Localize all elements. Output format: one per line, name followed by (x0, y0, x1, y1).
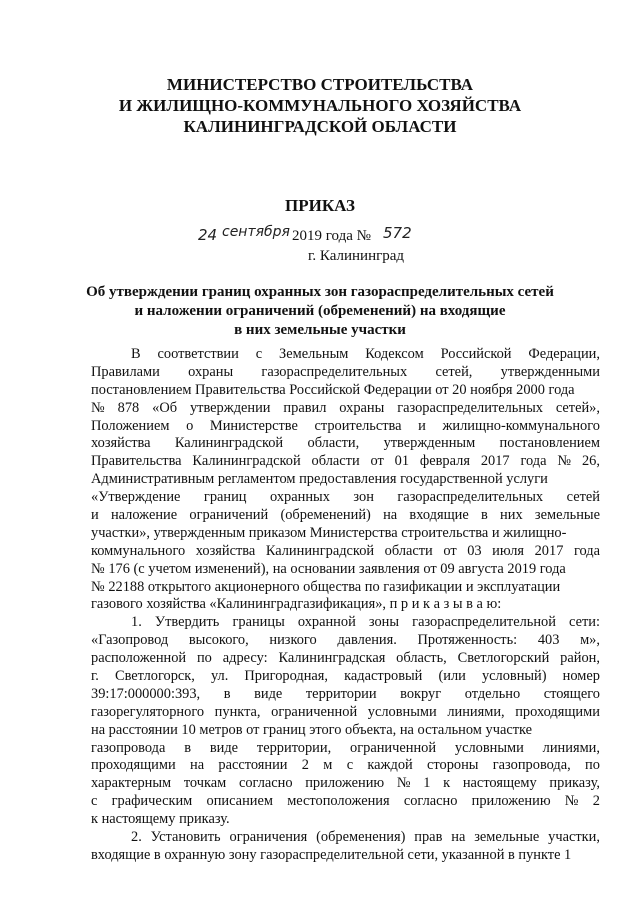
text-line (91, 632, 600, 650)
word: линиями, (542, 739, 600, 756)
text-line (91, 418, 600, 436)
order-date-month: сентября (222, 224, 290, 240)
preamble-paragraph (91, 346, 600, 614)
word: виде (209, 739, 239, 756)
word: соответствии (157, 346, 239, 362)
word: характерным (91, 775, 172, 792)
text-line (91, 525, 600, 543)
word: Светлогорский (457, 650, 550, 667)
word: условными (367, 703, 437, 720)
subject-line-2: и наложении ограничений (обременений) на входящие (134, 303, 506, 319)
line-text: газового хозяйства «Калининградгазификация», п р и к а з ы в а ю: (91, 596, 502, 613)
text-line (91, 740, 600, 758)
order-date-year: 2019 года № (292, 228, 371, 244)
word: № (396, 775, 411, 792)
text-line (91, 579, 600, 597)
word: виде (254, 685, 283, 702)
word: от (443, 542, 457, 559)
word: район, (560, 650, 600, 667)
order-number: 572 (383, 224, 412, 242)
word: зоны (368, 614, 400, 631)
word: газопровода, (492, 757, 571, 774)
word: вокруг (400, 685, 442, 702)
word: м (323, 757, 333, 774)
word: газораспределительных (397, 399, 543, 416)
line-text: на расстоянии 10 метров от границ этого объекта, на остальном участке (91, 721, 533, 738)
word: кадастровый (344, 668, 423, 685)
word: приложению (305, 775, 385, 792)
word: наложение (110, 507, 178, 524)
text-line (91, 829, 600, 847)
word: 2017 (480, 453, 510, 470)
word: них (500, 507, 523, 524)
text-line (91, 471, 600, 489)
order-date-day: 24 (198, 226, 218, 244)
word: ограниченной (350, 739, 437, 756)
word: условными (454, 739, 524, 756)
word: Калининградской (265, 542, 375, 559)
word: 39:17:000000:393, (91, 685, 201, 702)
word: прав (414, 829, 443, 846)
word: настоящему (462, 775, 537, 792)
word: приказу, (549, 775, 600, 792)
word: хозяйства (195, 542, 256, 559)
word: номер (562, 668, 600, 685)
word: ул. (210, 668, 229, 685)
order-subject (60, 283, 580, 340)
word: утверждении (189, 399, 271, 416)
word: Положением (91, 417, 170, 434)
text-line (91, 847, 600, 865)
word: Утвердить (154, 614, 220, 631)
word: газорегуляторного (91, 703, 205, 720)
word: коммунального (91, 542, 186, 559)
line-text: к настоящему приказу. (91, 811, 230, 828)
word: Министерстве (209, 417, 298, 434)
word: года (573, 542, 600, 559)
word: адресу: (222, 650, 268, 667)
word: согласно (238, 775, 293, 792)
word: 2017 (534, 542, 564, 559)
text-line (91, 489, 600, 507)
word: года (520, 453, 547, 470)
word: ограниченной (271, 703, 358, 720)
text-line (91, 543, 600, 561)
word: газораспределительной (412, 614, 556, 631)
word: Федерации, (528, 346, 600, 362)
word: области (311, 453, 360, 470)
text-line (91, 507, 600, 525)
word: 2 (592, 793, 600, 810)
line-text: участки», утвержденным приказом Министерства строительства и жилищно- (91, 524, 567, 541)
word: хозяйства (91, 435, 151, 452)
word: от (370, 453, 384, 470)
word: с (91, 793, 98, 810)
word: газораспределительных (397, 489, 544, 506)
word: охранной (297, 614, 356, 631)
word: участки, (548, 829, 600, 846)
word: проходящими (91, 757, 176, 774)
word: № (91, 399, 105, 416)
order-body (91, 346, 600, 865)
word: линиями, (447, 703, 505, 720)
word: с (255, 346, 263, 362)
text-line (91, 435, 600, 453)
line-text: № 22188 открытого акционерного общества по газификации и эксплуатации (91, 578, 561, 595)
word: 01 (394, 453, 410, 470)
word: условный) (481, 668, 547, 685)
word: местоположения (287, 793, 390, 810)
word: (обременения) (316, 829, 406, 846)
word: «Об (152, 399, 178, 416)
word: к (443, 775, 451, 792)
order-date-line (190, 222, 470, 248)
ministry-line-2: И ЖИЛИЩНО-КОММУНАЛЬНОГО ХОЗЯЙСТВА (118, 96, 522, 115)
word: ограничений (189, 507, 269, 524)
word: 878 (117, 399, 140, 416)
text-line (91, 668, 600, 686)
word: В (131, 346, 141, 362)
word: № (557, 453, 572, 470)
word: Кодексом (365, 346, 424, 362)
word: (или (438, 668, 466, 685)
word: с (346, 757, 354, 774)
subject-line-1: Об утверждении границ охранных зон газораспределительных сетей (86, 284, 554, 300)
text-line (91, 757, 600, 775)
word: Правилами (91, 363, 160, 380)
word: области (384, 542, 433, 559)
word: газораспределительных (261, 363, 408, 380)
word: территории (305, 685, 377, 702)
word: низкого (269, 632, 317, 649)
text-line (91, 346, 600, 364)
word: 2. (131, 829, 142, 846)
order-title: ПРИКАЗ (285, 196, 355, 215)
ministry-line-1: МИНИСТЕРСТВО СТРОИТЕЛЬСТВА (166, 75, 474, 94)
word: земельные (534, 507, 600, 524)
word: (обременений) (280, 507, 371, 524)
word: «Газопровод (91, 632, 169, 649)
word: Калининградской (192, 453, 301, 470)
word: на (190, 757, 205, 774)
word: 2 (301, 757, 309, 774)
word: 1 (423, 775, 431, 792)
word: охраны (188, 363, 234, 380)
word: пункта, (214, 703, 261, 720)
word: земельные (474, 829, 540, 846)
word: Протяженность: (417, 632, 518, 649)
word: постановлением (499, 435, 600, 452)
word: на (451, 829, 466, 846)
word: охраны (339, 399, 385, 416)
word: входящие (409, 507, 469, 524)
word: 1. (131, 614, 142, 631)
word: охранных (270, 489, 330, 506)
text-line (91, 614, 600, 632)
word: сетей (566, 489, 600, 506)
word: Российской (440, 346, 512, 362)
word: отдельно (464, 685, 521, 702)
word: в (223, 685, 231, 702)
line-text: Административным регламентом предоставления государственной услуги (91, 471, 548, 488)
word: февраля (419, 453, 470, 470)
word: Светлогорск, (114, 668, 195, 685)
word: о (186, 417, 194, 434)
text-line (91, 364, 600, 382)
word: в (481, 507, 488, 524)
word: расстоянии (218, 757, 288, 774)
word: точкам (183, 775, 227, 792)
word: утвержденным (383, 435, 476, 452)
word: описанием (206, 793, 273, 810)
word: сетей», (555, 399, 600, 416)
word: Установить (150, 829, 221, 846)
word: 03 (467, 542, 482, 559)
word: зон (353, 489, 374, 506)
word: «Утверждение (91, 489, 181, 506)
word: области, (307, 435, 360, 452)
word: территории, (256, 739, 332, 756)
ministry-line-3: КАЛИНИНГРАДСКОЙ ОБЛАСТИ (183, 117, 457, 136)
text-line (91, 722, 600, 740)
text-line (91, 704, 600, 722)
word: каждой (367, 757, 413, 774)
word: г. (91, 668, 99, 685)
word: правил (283, 399, 327, 416)
word: по (585, 757, 600, 774)
word: границ (203, 489, 247, 506)
text-line (91, 650, 600, 668)
word: м», (580, 632, 600, 649)
text-line (91, 793, 600, 811)
word: утвержденными (500, 363, 600, 380)
word: Калининградской (174, 435, 284, 452)
word: приложению (471, 793, 551, 810)
order-city: г. Калининград (307, 248, 405, 264)
word: графическим (111, 793, 193, 810)
word: в (184, 739, 192, 756)
text-line (91, 400, 600, 418)
word: высокого, (188, 632, 249, 649)
word: расположенной (91, 650, 187, 667)
word: Правительства (91, 453, 182, 470)
word: жилищно-коммунального (442, 417, 600, 434)
word: по (196, 650, 212, 667)
word: газопровода (91, 739, 166, 756)
word: стороны (427, 757, 479, 774)
text-line (91, 382, 600, 400)
text-line (91, 561, 600, 579)
text-line (91, 811, 600, 829)
line-text: входящие в охранную зону газораспределительной сети, указанной в пункте 1 (91, 846, 572, 863)
text-line (91, 686, 600, 704)
word: согласно (403, 793, 458, 810)
word: Пригородная, (244, 668, 329, 685)
word: на (383, 507, 398, 524)
word: стоящего (543, 685, 600, 702)
word: сетей, (435, 363, 473, 380)
item-1-paragraph (91, 614, 600, 829)
line-text: постановлением Правительства Российской Федерации от 20 ноября 2000 года (91, 381, 575, 398)
word: ограничения (229, 829, 308, 846)
text-line (91, 596, 600, 614)
text-line (91, 775, 600, 793)
subject-line-3: в них земельные участки (234, 322, 406, 338)
word: Калининградская (278, 650, 386, 667)
line-text: № 176 (с учетом изменений), на основании заявления от 09 августа 2019 года (91, 560, 566, 577)
word: и (418, 417, 426, 434)
word: 403 (537, 632, 560, 649)
word: июля (492, 542, 525, 559)
word: давления. (337, 632, 397, 649)
word: строительства (314, 417, 402, 434)
text-line (91, 453, 600, 471)
word: 26, (581, 453, 600, 470)
word: сети: (569, 614, 600, 631)
ministry-header (0, 74, 640, 137)
word: Земельным (279, 346, 349, 362)
word: и (91, 507, 99, 524)
word: область, (396, 650, 447, 667)
word: № (564, 793, 579, 810)
item-2-paragraph (91, 829, 600, 865)
word: границы (232, 614, 285, 631)
word: проходящими (515, 703, 600, 720)
